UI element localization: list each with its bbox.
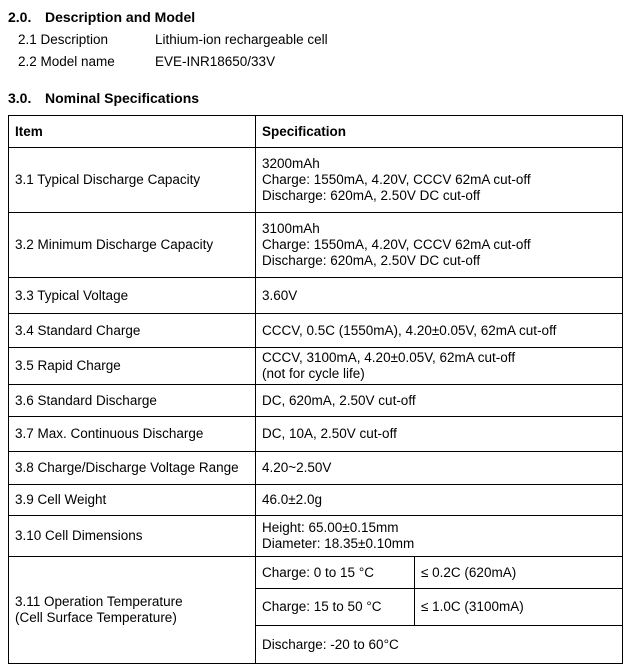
model-name-value: EVE-INR18650/33V: [155, 54, 276, 69]
model-name-row: [18, 54, 275, 69]
table-row: [9, 148, 623, 213]
spec-item: 3.5 Rapid Charge: [9, 348, 256, 385]
temperature-condition: Discharge: -20 to 60°C: [256, 626, 623, 664]
spec-value: CCCV, 0.5C (1550mA), 4.20±0.05V, 62mA cut-off: [256, 314, 623, 348]
spec-item-line: (Cell Surface Temperature): [15, 610, 177, 625]
column-header-item: Item: [9, 116, 256, 148]
table-header-row: [9, 116, 623, 148]
table-row: [9, 348, 623, 385]
spec-value: 4.20~2.50V: [256, 452, 623, 485]
table-row: [9, 516, 623, 557]
spec-value-line: CCCV, 3100mA, 4.20±0.05V, 62mA cut-off: [262, 350, 516, 365]
section-2-number: 2.0.: [8, 9, 32, 25]
spec-value-line: Discharge: 620mA, 2.50V DC cut-off: [262, 188, 481, 203]
spec-item: 3.8 Charge/Discharge Voltage Range: [9, 452, 256, 485]
section-2-title: Description and Model: [45, 9, 196, 25]
spec-value-line: Charge: 1550mA, 4.20V, CCCV 62mA cut-off: [262, 172, 531, 187]
spec-value: [256, 516, 623, 557]
spec-value: 3.60V: [256, 278, 623, 314]
spec-value: DC, 10A, 2.50V cut-off: [256, 417, 623, 452]
nominal-specifications-table: [8, 115, 623, 664]
spec-value-line: 3100mAh: [262, 221, 320, 236]
spec-item: 3.7 Max. Continuous Discharge: [9, 417, 256, 452]
table-row: [9, 417, 623, 452]
temperature-limit: ≤ 0.2C (620mA): [415, 557, 623, 589]
column-header-specification: Specification: [256, 116, 623, 148]
temperature-limit: ≤ 1.0C (3100mA): [415, 589, 623, 626]
table-row: [9, 485, 623, 516]
description-label: 2.1 Description: [18, 32, 109, 47]
spec-item: 3.1 Typical Discharge Capacity: [9, 148, 256, 213]
spec-item: 3.9 Cell Weight: [9, 485, 256, 516]
description-row: [18, 32, 328, 47]
spec-value: [256, 148, 623, 213]
spec-item: 3.10 Cell Dimensions: [9, 516, 256, 557]
spec-value: DC, 620mA, 2.50V cut-off: [256, 385, 623, 417]
section-3-number: 3.0.: [8, 90, 32, 106]
section-3-heading: [8, 90, 199, 106]
spec-value: 46.0±2.0g: [256, 485, 623, 516]
section-3-title: Nominal Specifications: [45, 90, 200, 106]
spec-value-line: Discharge: 620mA, 2.50V DC cut-off: [262, 253, 481, 268]
table-row: [9, 385, 623, 417]
spec-value: [256, 213, 623, 278]
spec-value: [256, 348, 623, 385]
spec-item: 3.2 Minimum Discharge Capacity: [9, 213, 256, 278]
spec-value-line: Diameter: 18.35±0.10mm: [262, 536, 415, 551]
table-row-operation-temperature: [9, 557, 623, 589]
spec-item: 3.6 Standard Discharge: [9, 385, 256, 417]
table-row: [9, 278, 623, 314]
temperature-condition: Charge: 15 to 50 °C: [256, 589, 415, 626]
description-value: Lithium-ion rechargeable cell: [155, 32, 328, 47]
spec-item: 3.4 Standard Charge: [9, 314, 256, 348]
spec-value-line: (not for cycle life): [262, 366, 365, 381]
spec-value-line: Charge: 1550mA, 4.20V, CCCV 62mA cut-off: [262, 237, 531, 252]
table-row: [9, 213, 623, 278]
section-2-heading: [8, 9, 195, 25]
spec-value-line: Height: 65.00±0.15mm: [262, 520, 399, 535]
spec-item-line: 3.11 Operation Temperature: [15, 594, 183, 609]
spec-item: 3.3 Typical Voltage: [9, 278, 256, 314]
model-name-label: 2.2 Model name: [18, 54, 115, 69]
spec-value-line: 3200mAh: [262, 156, 320, 171]
spec-item: [9, 557, 256, 664]
temperature-condition: Charge: 0 to 15 °C: [256, 557, 415, 589]
table-row: [9, 452, 623, 485]
table-row: [9, 314, 623, 348]
